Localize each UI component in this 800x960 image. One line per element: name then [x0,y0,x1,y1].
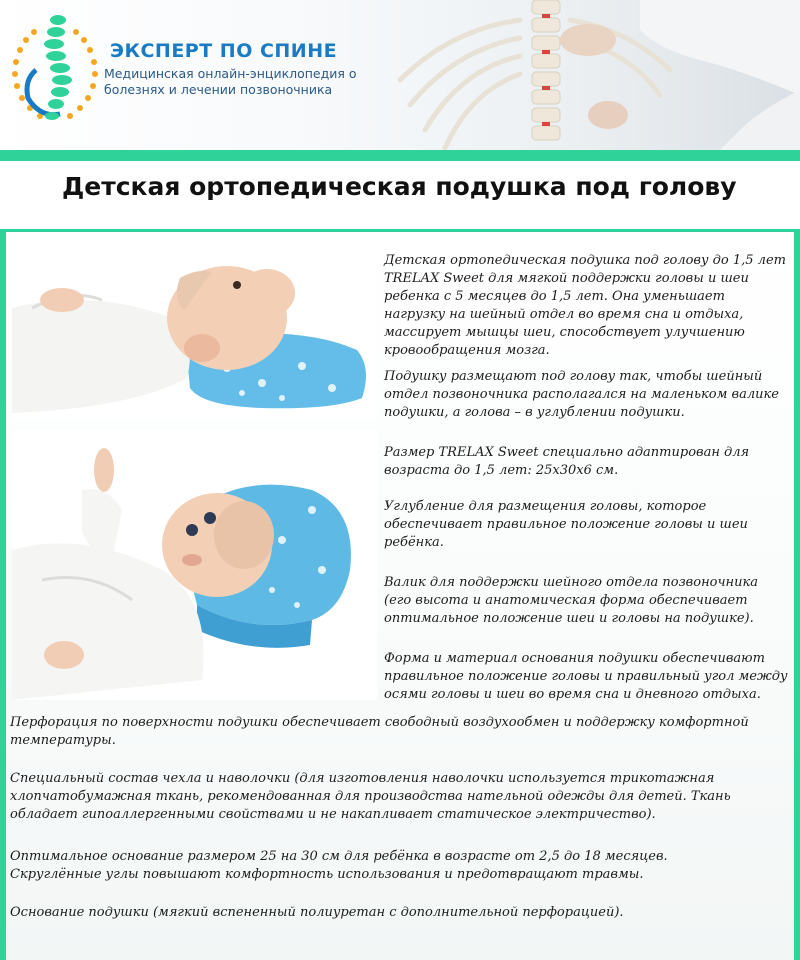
paragraph-intro: Детская ортопедическая подушка под голову до 1,5 лет TRELAX Sweet для мягкой поддержки головы и шеи ребенка с 5 месяцев до 1,5 лет. Она уменьшает нагрузку на шейный отдел во время сна и отдыха, массирует мышцы шеи, способствует улучшению кровообращения мозга. [384,253,786,358]
paragraph-roller: Валик для поддержки шейного отдела позвоночника (его высота и анатомическая форма обеспечивает оптимальное положение шеи и головы на подушке). [384,575,758,626]
page-title: Детская ортопедическая подушка под голову [62,172,737,201]
paragraph-shape: Форма и материал основания подушки обеспечивают правильное положение головы и правильный угол между осями головы и шеи во время сна и дневного отдыха. [384,651,788,702]
paragraph-cover: Специальный состав чехла и наволочки (для изготовления наволочки используется трикотажная хлопчатобумажная ткань, рекомендованная для производства нательной одежды для детей. Ткань обладает гипоаллергенными свойствами и не накапливает статическое электричество). [10,771,731,822]
paragraph-base-size: Оптимальное основание размером 25 на 30 см для ребёнка в возрасте от 2,5 до 18 месяцев. [10,849,668,864]
paragraph-material: Основание подушки (мягкий вспененный полиуретан с дополнительной перфорацией). [10,905,624,920]
site-header [0,0,800,150]
site-brand[interactable]: ЭКСПЕРТ ПО СПИНЕ [110,40,338,62]
site-tagline: Медицинская онлайн-энциклопедия о болезнях и лечении позвоночника [104,66,357,97]
skeleton-illustration [340,0,800,150]
header-divider [0,150,800,158]
baby-on-pillow-photo-angle [12,430,377,700]
paragraph-size: Размер TRELAX Sweet специально адаптирован для возраста до 1,5 лет: 25х30х6 см. [384,445,750,478]
paragraph-placement: Подушку размещают под голову так, чтобы шейный отдел позвоночника располагался на маленьком валике подушки, а голова – в углублении подушки. [384,369,779,420]
paragraph-perforation: Перфорация по поверхности подушки обеспечивает свободный воздухообмен и поддержку комфортной температуры. [10,715,749,748]
spine-logo-icon [10,10,102,130]
paragraph-hollow: Углубление для размещения головы, которое обеспечивает правильное положение головы и шеи ребёнка. [384,499,748,550]
paragraph-corners: Скруглённые углы повышают комфортность использования и предотвращают травмы. [10,867,644,882]
baby-on-pillow-photo [12,238,377,420]
